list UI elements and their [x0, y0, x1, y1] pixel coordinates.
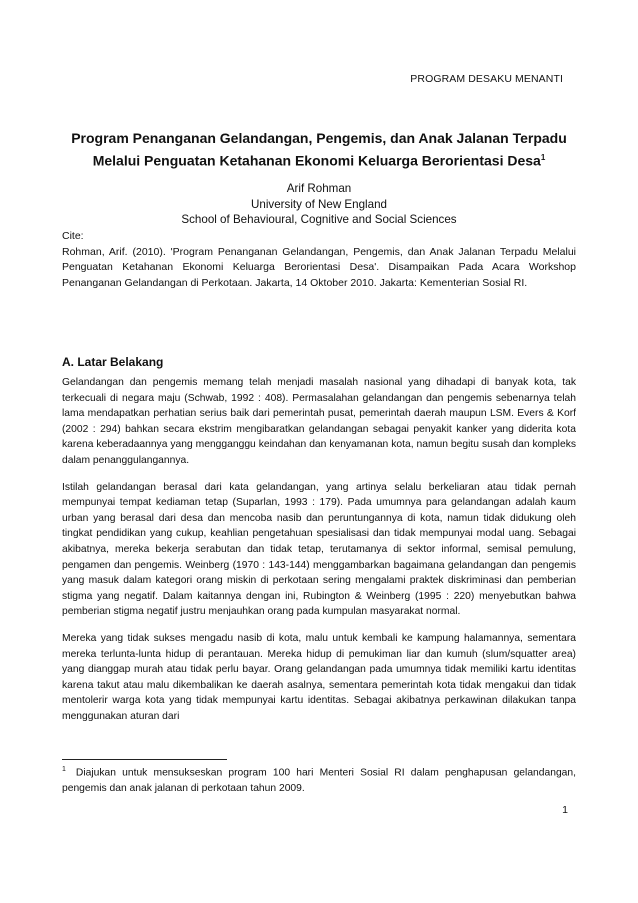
- citation-block: [62, 229, 576, 291]
- title-line-2: Melalui Penguatan Ketahanan Ekonomi Keluarga Berorientasi Desa$^1$: [92, 152, 546, 169]
- footnote: [62, 762, 576, 797]
- paper-title: [60, 128, 578, 171]
- running-header: PROGRAM DESAKU MENANTI: [410, 73, 563, 85]
- section-heading: A. Latar Belakang: [62, 355, 164, 369]
- body-paragraph-2: Istilah gelandangan berasal dari kata gelandangan, yang artinya selalu berkeliaran atau tidak pernah mempunyai tempat kediaman tetap (Suparlan, 1993 : 179). Pada umumnya para gelandangan adalah kaum urban yang berasal dari desa dan mencoba nasib dan peruntungannya di kota, namun tidak didukung oleh tingkat pendidikan yang cukup, keahlian pengetahuan spesialisasi dan tidak mempunyai modal uang. Sebagai akibatnya, mereka bekerja serabutan dan tidak tetap, terutamanya di sektor informal, semisal pemulung, pengamen dan pengemis. Weinberg (1970 : 143-144) menggambarkan bagaimana gelandangan dan pengemis yang masuk dalam kategori orang miskin di perkotaan sering mengalami praktek diskriminasi dan pemberian stigma yang negatif. Dalam kaitannya dengan ini, Rubington & Weinberg (1995 : 220) menyebutkan bahwa pemberian stigma negatif justru menjauhkan orang pada kumpulan masyarakat normal.: [62, 481, 576, 618]
- author-institution: University of New England: [251, 197, 387, 211]
- cite-text: Rohman, Arif. (2010). 'Program Penanganan Gelandangan, Pengemis, dan Anak Jalanan Terpadu Melalui Penguatan Ketahanan Ekonomi Keluarga Berorientasi Desa'. Disampaikan Pada Acara Workshop Penanganan Gelandangan di Perkotaan. Jakarta, 14 Oktober 2010. Jakarta: Kementerian Sosial RI.: [62, 245, 576, 289]
- body-paragraph-1: Gelandangan dan pengemis memang telah menjadi masalah nasional yang dihadapi di banyak kota, tak terkecuali di negara maju (Schwab, 1992 : 408). Permasalahan gelandangan dan pengemis sebenarnya telah lama mendapatkan perhatian serius baik dari pemerintah pusat, pemerintah daerah maupun LSM. Evers & Korf (2002 : 294) bahkan secara ekstrim mengibaratkan gelandangan sebagai penyakit kanker yang diderita kota karena keberadaannya yang mengganggu keindahan dan kenyamanan kota, namun begitu susah dan kompleks dalam penanggulangannya.: [62, 377, 576, 466]
- footnote-text: Diajukan untuk mensukseskan program 100 hari Menteri Sosial RI dalam penghapusan gelandangan, pengemis dan anak jalanan di perkotaan tahun 2009.: [62, 767, 576, 795]
- author-school: School of Behavioural, Cognitive and Social Sciences: [181, 213, 457, 226]
- cite-label: Cite:: [62, 230, 84, 242]
- author-block: [60, 181, 578, 228]
- section-body: [62, 375, 576, 735]
- title-footnote-mark: 1: [540, 153, 546, 162]
- footnote-mark: 1: [62, 766, 66, 773]
- page-number: 1: [562, 804, 568, 816]
- title-line-1: Program Penanganan Gelandangan, Pengemis, dan Anak Jalanan Terpadu: [71, 130, 567, 146]
- footnote-separator: [62, 759, 227, 760]
- body-paragraph-3: Mereka yang tidak sukses mengadu nasib di kota, malu untuk kembali ke kampung halamannya, sementara mereka terlunta-lunta hidup di perantauan. Mereka hidup di pemukiman liar dan kumuh (slum/squatter area) yang dianggap murah atau tidak perlu bayar. Orang gelandangan pada umumnya tidak memiliki kartu identitas karena takut atau malu dikembalikan ke daerah asalnya, sementara pemerintah kota tidak mengakui dan tidak mentolerir warga kota yang tidak mempunyai kartu identitas. Sebagai akibatnya perkawinan dilakukan tanpa menggunakan aturan dari: [62, 632, 576, 722]
- author-name: Arif Rohman: [286, 182, 352, 195]
